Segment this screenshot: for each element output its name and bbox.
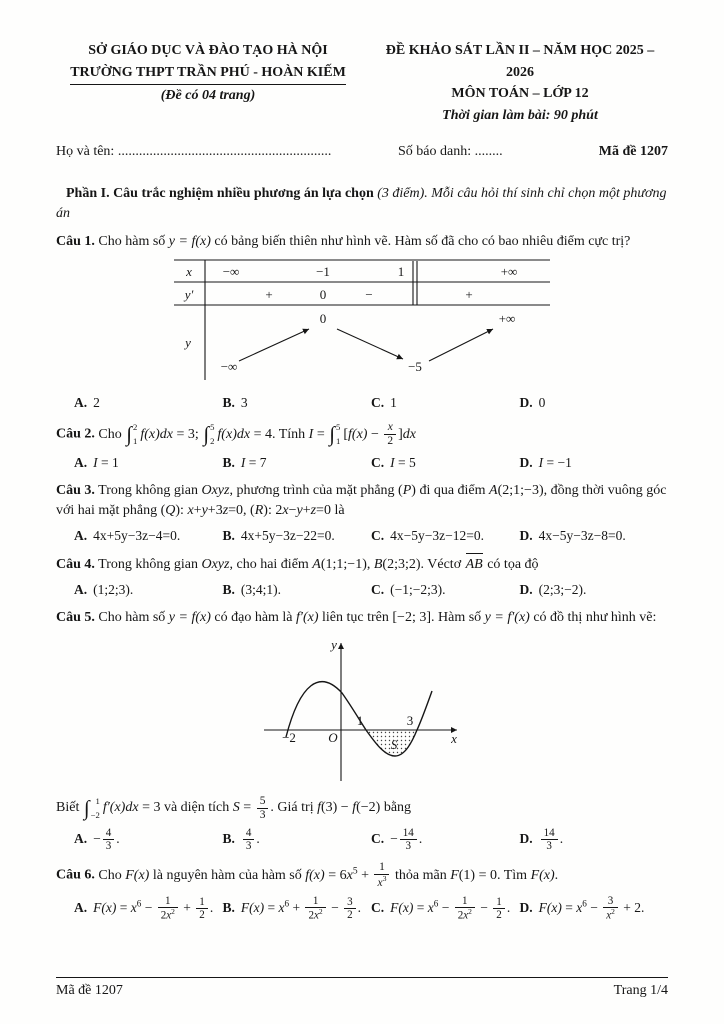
option-b: B. (3;4;1). [222,581,282,597]
candidate-row [56,142,668,162]
question-4 [56,554,668,599]
bbt-y-posinf: +∞ [498,311,516,327]
question-2-options [56,453,668,472]
question-1-stem-row [56,232,668,252]
bbt-y-zero: 0 [319,311,327,327]
question-3 [56,481,668,545]
name-field-label: Họ và tên: ............................................................. [56,143,332,159]
question-5-stem2-row [56,795,668,822]
exam-title: ĐỀ KHẢO SÁT LẦN II – NĂM HỌC 2025 – 2026 [385,43,655,80]
question-stem: Cho hàm số y = f(x) có bảng biến thiên như hình vẽ. Hàm số đã cho có bao nhiêu điểm cực trị? [98,234,631,250]
question-2-stem-row [56,421,668,448]
option-d: D. 0 [519,395,546,411]
question-5 [56,608,668,852]
y-axis-label: y [331,636,337,652]
question-6 [56,861,668,922]
option-c: C. 4x−5y−3z−12=0. [371,527,484,543]
bbt-sign-plus2: + [465,287,473,303]
page-footer [56,977,668,999]
question-5-options [56,827,668,853]
bbt-y-label: y [185,335,191,351]
question-stem-continued: Biết ∫ 1 −2 f′(x)dx = 3 và diện tích S = $\frac{5}{3}$ . Giá trị f(3) − f(−2) bằng [56,794,412,821]
bbt-arrow-up1 [239,329,309,361]
question-4-options [56,580,668,599]
question-stem: Trong không gian Oxyz, cho hai điểm A(1;1;−1), B(2;3;2). Véctơ AB có tọa độ [98,557,538,572]
bbt-x-label: x [186,264,192,280]
school-name: TRƯỜNG THPT TRẦN PHÚ - HOÀN KIẾM [70,62,346,86]
bbt-x-m1: −1 [316,264,330,280]
part1-title-italic: (3 điểm). Mỗi câu hỏi thí sinh chỉ chọn một phương án [56,185,667,221]
tick-3: 3 [406,712,414,728]
x-axis-label: x [451,730,457,746]
question-3-options [56,526,668,545]
bbt-yprime-label: y′ [184,287,194,303]
region-label: S [390,736,398,752]
question-2 [56,421,668,472]
option-c: C. − $\frac{14}{3}$ . [371,826,423,852]
tick-1: 1 [356,712,364,728]
department-name: SỞ GIÁO DỤC VÀ ĐÀO TẠO HÀ NỘI [88,43,328,58]
part1-heading [56,184,668,224]
variation-table-figure [173,259,551,381]
question-6-options [56,895,668,922]
question-1 [56,232,668,412]
question-stem: Cho hàm số y = f(x) có đạo hàm là f′(x) liên tục trên [−2; 3]. Hàm số y = f′(x) có đồ thị như hình vẽ: [98,610,657,626]
question-1-figure [56,259,668,388]
option-a: A. $F(x) = x^6$ − $\frac{1}{2x^2}$ + $\frac{1}{2}$ . [74,894,214,922]
option-a: A. 2 [74,395,100,411]
option-c: C. I = 5 [371,455,416,470]
option-d: D. $\frac{14}{3}$ . [519,826,564,852]
question-5-stem-row [56,608,668,628]
candidate-number-label: Số báo danh: ........ [398,143,503,159]
option-a: A. − $\frac{4}{3}$ . [74,826,120,852]
school-name-row [56,62,360,86]
footer-exam-code: Mã đề 1207 [56,983,123,998]
option-b: B. I = 7 [222,455,267,470]
bbt-sign-minus: − [365,287,373,303]
question-label: Câu 3. [56,483,95,499]
subject-title: MÔN TOÁN – LỚP 12 [451,86,589,102]
option-d: D. (2;3;−2). [519,581,587,597]
exam-code-badge: Mã đề 1207 [598,143,668,159]
option-b: B. $\frac{4}{3}$ . [222,826,260,852]
question-1-options [56,393,668,412]
bbt-sign-zero: 0 [319,287,327,303]
question-4-stem-row [56,554,668,575]
question-label: Câu 1. [56,234,95,250]
footer-page-number: Trang 1/4 [613,983,668,998]
bbt-x-posinf: +∞ [500,264,518,280]
option-a: A. 4x+5y−3z−4=0. [74,527,181,543]
bbt-y-neginf: −∞ [220,359,238,375]
option-a: A. I = 1 [74,455,119,470]
option-d: D. 4x−5y−3z−8=0. [519,527,626,543]
bbt-x-neginf: −∞ [222,264,240,280]
title-block [372,40,668,127]
page-count-note: (Đề có 04 trang) [160,88,256,104]
question-stem: Cho F(x) là nguyên hàm của hàm số $f(x) = 6x^5$ + $\frac{1}{x^3}$ thỏa mãn F(1) = 0. Tìm F(x). [98,861,559,889]
bbt-x-1: 1 [397,264,405,280]
option-b: B. $F(x) = x^6$ + $\frac{1}{2x^2}$ − $\frac{3}{2}$ . [222,894,361,922]
option-c: C. $F(x) = x^6$ − $\frac{1}{2x^2}$ − $\frac{1}{2}$ . [371,894,511,922]
question-stem: Trong không gian Oxyz, phương trình của mặt phẳng (P) đi qua điểm A(2;1;−3), đồng thời vuông góc với hai mặt phẳng (Q): x+y+3z=0, (R): 2x−y+z=0 là [56,483,667,519]
question-3-stem-row [56,481,668,521]
option-c: C. (−1;−2;3). [371,581,446,597]
option-c: C. 1 [371,395,397,411]
bbt-sign-plus1: + [265,287,273,303]
duration-note: Thời gian làm bài: 90 phút [442,108,598,124]
option-d: D. $F(x) = x^6$ − $\frac{3}{x^2}$ + 2. [519,894,645,922]
question-label: Câu 6. [56,867,95,883]
tick-minus2: −2 [282,729,296,745]
part1-title-bold: Phần I. Câu trắc nghiệm nhiều phương án lựa chọn [66,185,374,201]
bbt-arrow-down [337,329,403,359]
question-label: Câu 5. [56,610,95,626]
bbt-y-m5: −5 [408,359,422,375]
question-stem: Cho ∫ 2 1 f(x)dx = 3; ∫ 5 2 f(x)dx = 4. Tính I = ∫ 5 1 [f(x) − $\frac{x}{2}$ ]dx [98,421,416,448]
option-d: D. I = −1 [519,455,572,470]
derivative-graph-figure [256,635,468,785]
origin-label: O [328,729,338,745]
question-label: Câu 4. [56,557,95,573]
option-b: B. 3 [222,395,248,411]
option-b: B. 4x+5y−3z−22=0. [222,527,335,543]
bbt-arrow-up2 [429,329,493,361]
question-label: Câu 2. [56,426,95,442]
question-5-figure [56,635,668,792]
exam-header [56,40,668,127]
question-6-stem-row [56,861,668,890]
option-a: A. (1;2;3). [74,581,134,597]
school-block [56,40,360,127]
